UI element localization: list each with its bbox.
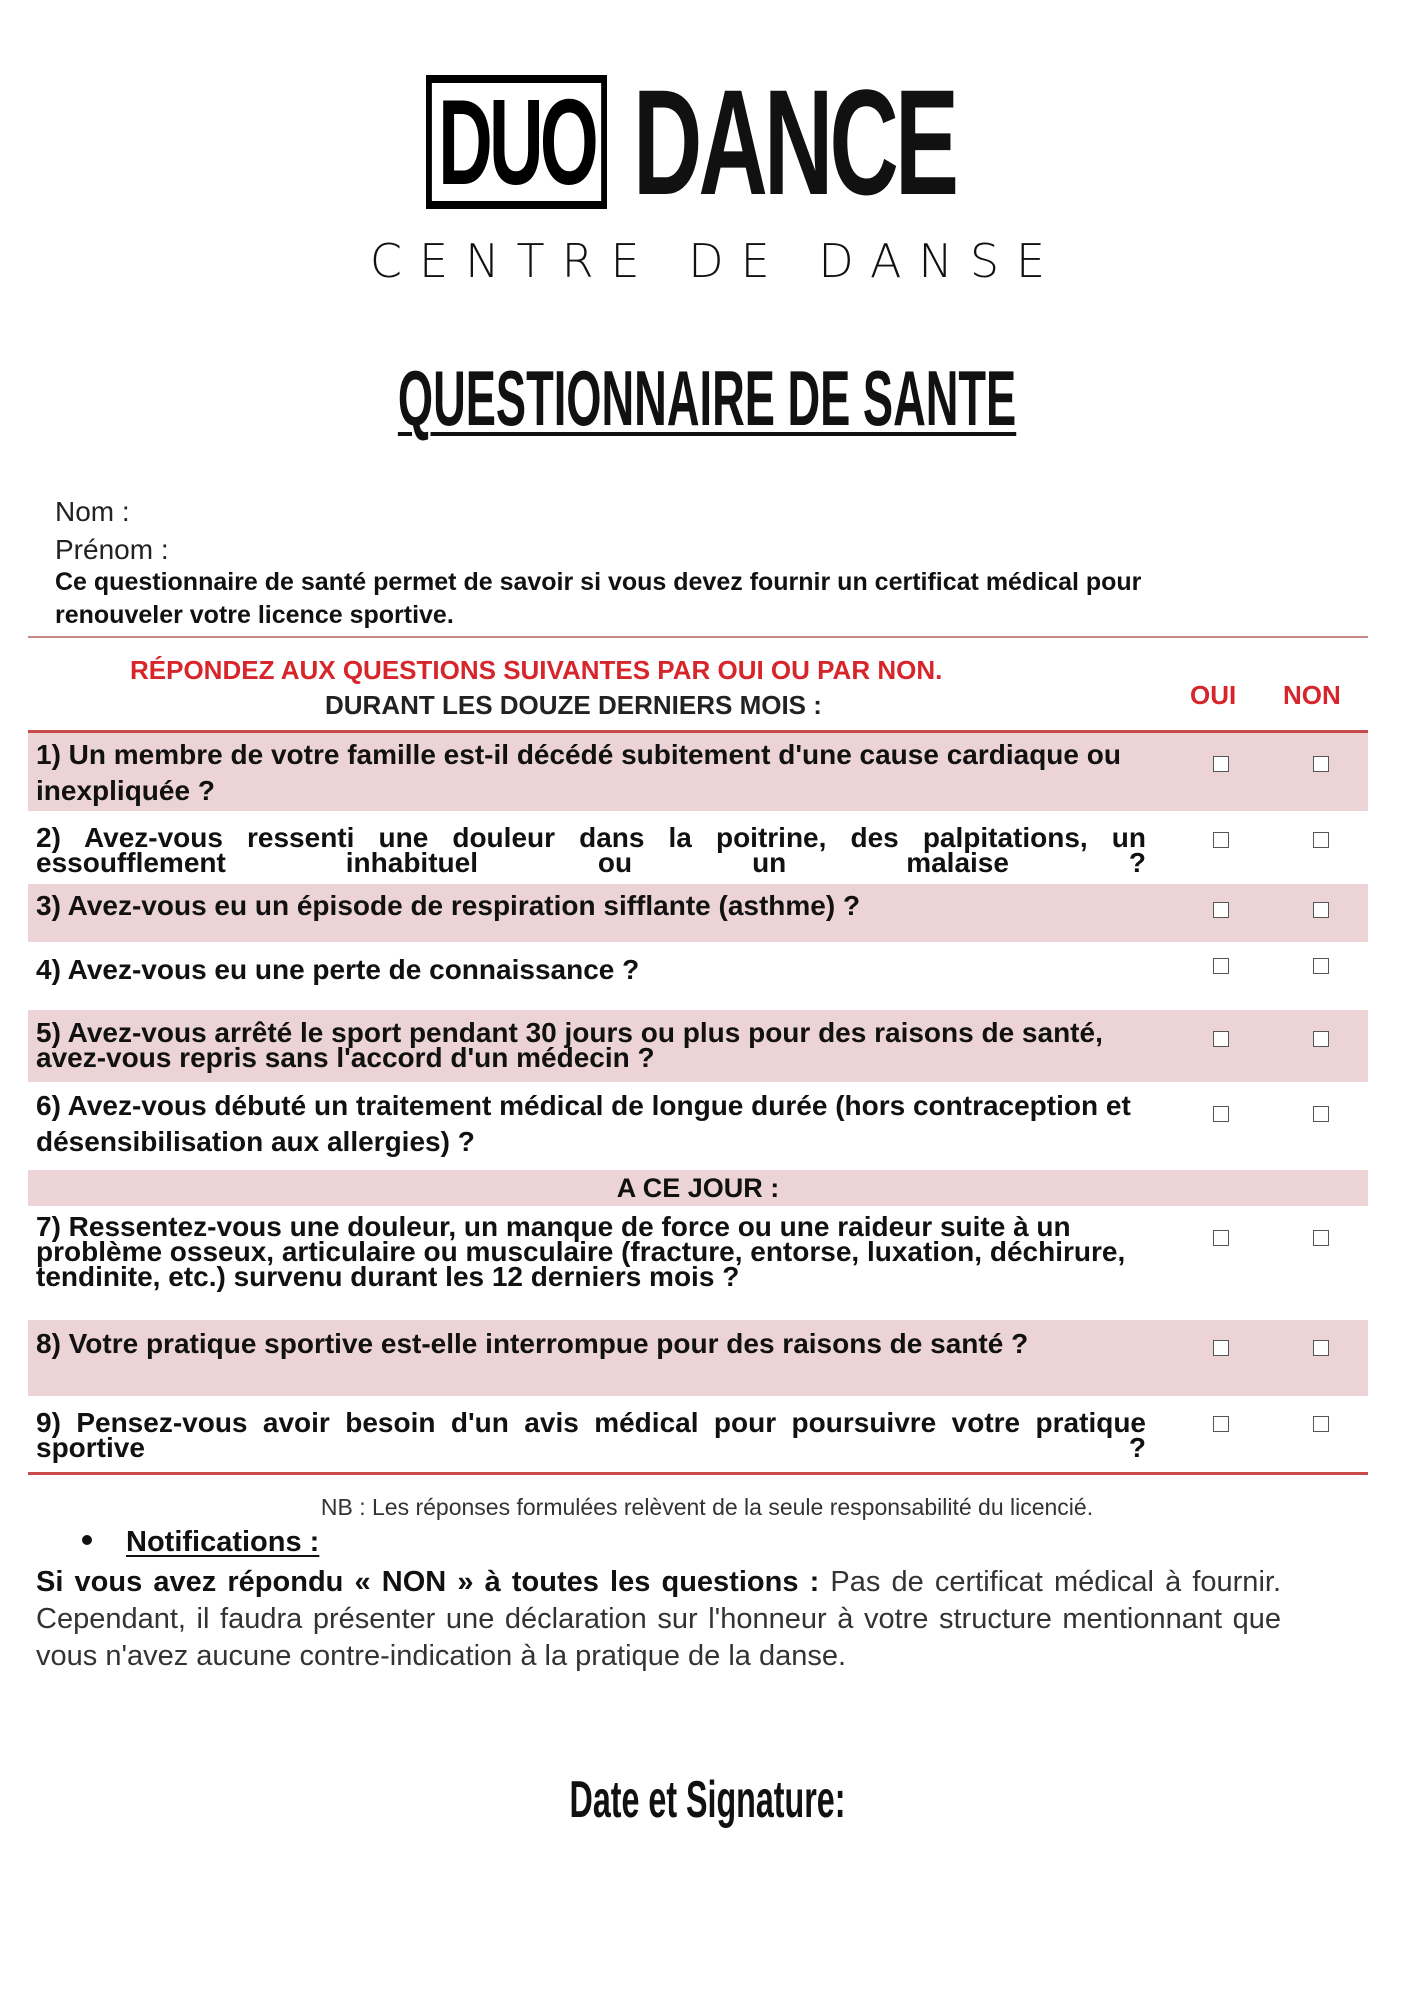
logo-duo-box xyxy=(426,75,607,209)
instruction-period: DURANT LES DOUZE DERNIERS MOIS : xyxy=(325,690,822,720)
notification-bold: Si vous avez répondu « NON » à toutes les questions : xyxy=(36,1566,820,1598)
intro-text: Ce questionnaire de santé permet de savoir si vous devez fournir un certificat médical pour renouveler votre licence sportive. xyxy=(55,568,1142,629)
checkbox-oui[interactable] xyxy=(1213,1031,1229,1047)
section-label: A CE JOUR : xyxy=(616,1173,780,1203)
nom-label: Nom : xyxy=(55,496,130,527)
notification-body: Pas de certificat médical à fournir. Cependant, il faudra présenter une déclaration sur l'honneur à votre structure mentionnant que vous n'avez aucune contre-indication à la pratique de la danse. xyxy=(36,1566,1281,1672)
checkbox-non[interactable] xyxy=(1313,832,1329,848)
logo-duo-text: DUO xyxy=(432,83,601,201)
checkbox-oui[interactable] xyxy=(1213,902,1229,918)
checkbox-non[interactable] xyxy=(1313,1230,1329,1246)
question-text: 5) Avez-vous arrêté le sport pendant 30 jours ou plus pour des raisons de santé, avez-vous repris sans l'accord d'un médecin ? xyxy=(36,1017,1103,1073)
logo-tagline: CENTRE DE DANSE xyxy=(369,234,1063,288)
identity-fields xyxy=(55,493,169,569)
bullet-icon xyxy=(82,1535,92,1545)
checkbox-non[interactable] xyxy=(1313,902,1329,918)
question-row-3 xyxy=(28,884,1368,942)
question-text: 4) Avez-vous eu une perte de connaissance ? xyxy=(36,954,640,985)
question-text: 1) Un membre de votre famille est-il décédé subitement d'une cause cardiaque ou inexpliquée ? xyxy=(36,739,1121,806)
checkbox-oui[interactable] xyxy=(1213,1340,1229,1356)
signature-field xyxy=(0,1770,1414,1830)
question-row-1 xyxy=(28,733,1368,811)
question-text: 7) Ressentez-vous une douleur, un manque de force ou une raideur suite à un problème osseux, articulaire ou musculaire (fracture, entorse, luxation, déchirure, tendinite, etc.) survenu durant les 12 derniers mois ? xyxy=(36,1211,1126,1292)
checkbox-oui[interactable] xyxy=(1213,1416,1229,1432)
question-row-5 xyxy=(28,1010,1368,1082)
question-text: 8) Votre pratique sportive est-elle interrompue pour des raisons de santé ? xyxy=(36,1328,1029,1359)
instruction-red: RÉPONDEZ AUX QUESTIONS SUIVANTES PAR OUI OU PAR NON. xyxy=(130,655,943,685)
column-header-oui: OUI xyxy=(1190,680,1237,710)
question-row-4 xyxy=(28,942,1368,1010)
checkbox-non[interactable] xyxy=(1313,958,1329,974)
question-row-8 xyxy=(28,1320,1368,1396)
question-text: 9) Pensez-vous avoir besoin d'un avis médical pour poursuivre votre pratique sportive ? xyxy=(36,1407,1146,1463)
brand-logo xyxy=(0,58,1414,288)
checkbox-oui[interactable] xyxy=(1213,1230,1229,1246)
question-text: 3) Avez-vous eu un épisode de respiration sifflante (asthme) ? xyxy=(36,890,861,921)
divider xyxy=(28,1472,1368,1475)
checkbox-oui[interactable] xyxy=(1213,958,1229,974)
checkbox-non[interactable] xyxy=(1313,1106,1329,1122)
column-header-non: NON xyxy=(1283,680,1341,710)
document-title-text: QUESTIONNAIRE DE SANTE xyxy=(397,354,1017,442)
notifications-label: Notifications : xyxy=(126,1526,320,1558)
checkbox-oui[interactable] xyxy=(1213,756,1229,772)
nb-note: NB : Les réponses formulées relèvent de la seule responsabilité du licencié. xyxy=(320,1494,1094,1520)
checkbox-non[interactable] xyxy=(1313,756,1329,772)
notification-text xyxy=(36,1564,1281,1675)
question-row-7 xyxy=(28,1206,1368,1320)
question-row-6 xyxy=(28,1082,1368,1170)
prenom-label: Prénom : xyxy=(55,534,169,565)
checkbox-non[interactable] xyxy=(1313,1416,1329,1432)
question-row-2 xyxy=(28,811,1368,884)
section-header-today xyxy=(28,1170,1368,1206)
question-row-9 xyxy=(28,1396,1368,1472)
question-text: 2) Avez-vous ressenti une douleur dans la poitrine, des palpitations, un essoufflement inhabituel ou un malaise ? xyxy=(36,822,1146,878)
signature-label: Date et Signature: xyxy=(569,1771,845,1829)
checkbox-oui[interactable] xyxy=(1213,832,1229,848)
notifications-heading xyxy=(82,1526,319,1559)
question-text: 6) Avez-vous débuté un traitement médical de longue durée (hors contraception et désensibilisation aux allergies) ? xyxy=(36,1090,1131,1157)
document-title xyxy=(0,356,1414,440)
checkbox-non[interactable] xyxy=(1313,1031,1329,1047)
checkbox-non[interactable] xyxy=(1313,1340,1329,1356)
divider xyxy=(28,636,1368,638)
logo-dance-text: DANCE xyxy=(632,58,956,226)
checkbox-oui[interactable] xyxy=(1213,1106,1229,1122)
